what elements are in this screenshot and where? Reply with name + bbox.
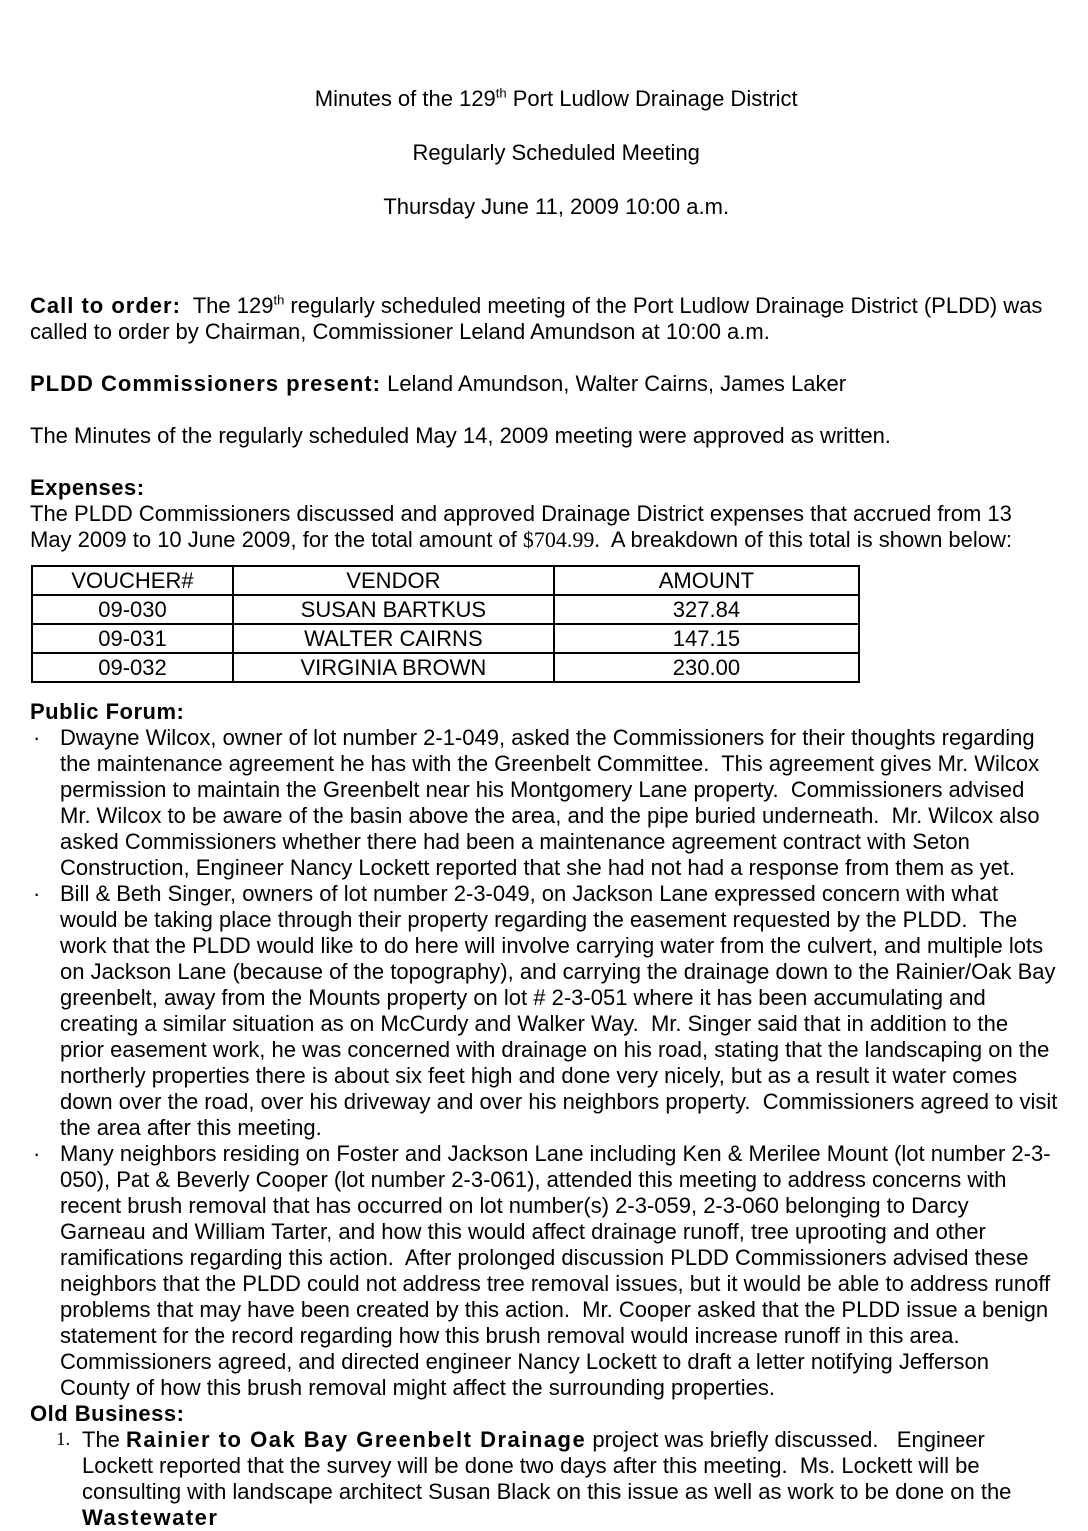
bullet-icon: · <box>33 1141 41 1166</box>
cell-vendor: SUSAN BARTKUS <box>233 595 554 624</box>
old-business-heading: Old Business: <box>30 1401 185 1426</box>
list-number: 1. <box>56 1429 71 1450</box>
header-amount: AMOUNT <box>554 566 859 595</box>
public-forum-heading: Public Forum: <box>30 699 185 724</box>
project-name-emphasis: Rainier to Oak Bay Greenbelt Drainage <box>126 1427 587 1452</box>
cell-amount: 327.84 <box>554 595 859 624</box>
document-title <box>30 58 1058 247</box>
cell-vendor: WALTER CAIRNS <box>233 624 554 653</box>
list-item <box>30 881 1064 1141</box>
cell-amount: 147.15 <box>554 624 859 653</box>
title-line-2: Regularly Scheduled Meeting <box>412 140 700 165</box>
list-item <box>30 725 1058 881</box>
cell-amount: 230.00 <box>554 653 859 682</box>
total-amount: $704.99. <box>522 527 600 552</box>
header-vendor: VENDOR <box>233 566 554 595</box>
cell-voucher: 09-031 <box>32 624 233 653</box>
header-voucher: VOUCHER# <box>32 566 233 595</box>
table-row <box>32 595 859 624</box>
public-forum-item-3: Many neighbors residing on Foster and Jackson Lane including Ken & Merilee Mount (lot number 2-3-050), Pat & Beverly Cooper (lot number 2-3-061), attended this meeting to address concerns with recent brush removal that has occurred on lot number(s) 2-3-059, 2-3-060 belonging to Darcy Garneau and William Tarter, and how this would affect drainage runoff, tree uprooting and other ramifications regarding this action. After prolonged discussion PLDD Commissioners advised these neighbors that the PLDD could not address tree removal issues, but it would be able to address runoff problems that may have been created by this action. Mr. Cooper asked that the PLDD issue a benign statement for the record regarding how this brush removal would increase runoff in this area. Commissioners agreed, and directed engineer Nancy Lockett to draft a letter notifying Jefferson County of how this brush removal might affect the surrounding properties. <box>60 1141 1057 1400</box>
old-business-item-1: The Rainier to Oak Bay Greenbelt Drainage project was briefly discussed. Engineer Lockett reported that the survey will be done two days after this meeting. Ms. Lockett will be consulting with landscape architect Susan Black on this issue as well as work to be done on the Wastewater <box>82 1427 1018 1530</box>
bullet-icon: · <box>33 725 41 750</box>
ordinal-superscript: th <box>495 85 507 101</box>
expenses-table <box>31 565 860 683</box>
wastewater-emphasis: Wastewater <box>82 1505 219 1530</box>
table-row <box>32 653 859 682</box>
call-to-order-paragraph: Call to order: The 129th regularly scheduled meeting of the Port Ludlow Drainage District (PLDD) was called to order by Chairman, Commissioner Leland Amundson at 10:00 a.m. <box>30 292 1049 344</box>
ordinal-superscript: th <box>273 292 285 308</box>
table-row <box>32 624 859 653</box>
public-forum-item-1: Dwayne Wilcox, owner of lot number 2-1-049, asked the Commissioners for their thoughts regarding the maintenance agreement he has with the Greenbelt Committee. This agreement gives Mr. Wilcox permission to maintain the Greenbelt near his Montgomery Lane property. Commissioners advised Mr. Wilcox to be aware of the basin above the area, and the pipe buried underneath. Mr. Wilcox also asked Commissioners whether there had been a maintenance agreement contract with Seton Construction, Engineer Nancy Lockett reported that she had not had a response from them as yet. <box>60 725 1046 880</box>
call-to-order-label: Call to order: <box>30 293 181 318</box>
commissioners-label: PLDD Commissioners present: <box>30 371 381 396</box>
list-item <box>30 1141 1058 1401</box>
commissioners-paragraph: PLDD Commissioners present: Leland Amundson, Walter Cairns, James Laker <box>30 371 847 396</box>
cell-voucher: 09-032 <box>32 653 233 682</box>
cell-voucher: 09-030 <box>32 595 233 624</box>
title-line-3: Thursday June 11, 2009 10:00 a.m. <box>383 194 730 219</box>
cell-vendor: VIRGINIA BROWN <box>233 653 554 682</box>
title-line-1: Minutes of the 129th Port Ludlow Drainage District <box>314 85 798 111</box>
expenses-heading: Expenses: <box>30 475 145 500</box>
table-header-row <box>32 566 859 595</box>
bullet-icon: · <box>33 881 41 906</box>
numbered-list-item <box>30 1427 1058 1531</box>
expenses-paragraph: The PLDD Commissioners discussed and approved Drainage District expenses that accrued from 13 May 2009 to 10 June 2009, for the total amount of $704.99. A breakdown of this total is shown below: <box>30 501 1019 552</box>
public-forum-item-2: Bill & Beth Singer, owners of lot number 2-3-049, on Jackson Lane expressed concern with what would be taking place through their property regarding the easement requested by the PLDD. The work that the PLDD would like to do here will involve carrying water from the culvert, and multiple lots on Jackson Lane (because of the topography), and carrying the drainage down to the Rainier/Oak Bay greenbelt, away from the Mounts property on lot # 2-3-051 where it has been accumulating and creating a similar situation as on McCurdy and Walker Way. Mr. Singer said that in addition to the prior easement work, he was concerned with drainage on his road, stating that the landscaping on the northerly properties there is about six feet high and done very nicely, but as a result it water comes down over the road, over his driveway and over his neighbors property. Commissioners agreed to visit the area after this meeting. <box>60 881 1064 1140</box>
minutes-approval-paragraph: The Minutes of the regularly scheduled May 14, 2009 meeting were approved as written. <box>30 423 891 448</box>
